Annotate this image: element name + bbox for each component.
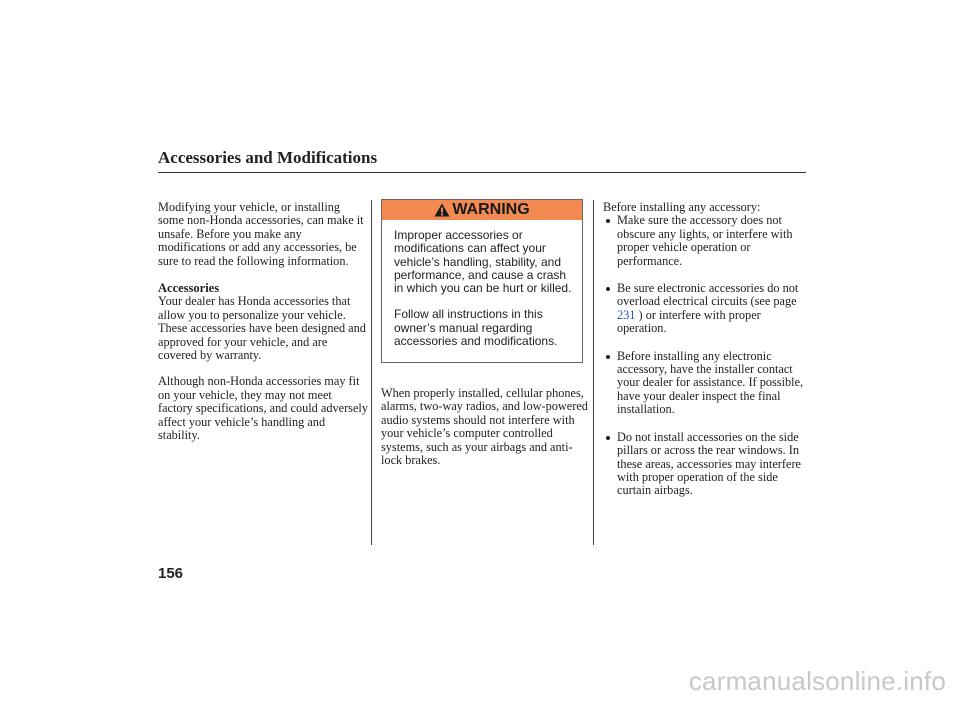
list-item: Make sure the accessory does not obscure any lights, or interfere with proper vehicle operation or performance. (603, 214, 808, 268)
title-rule (158, 172, 806, 173)
electronics-paragraph: When properly installed, cellular phones, alarms, two-way radios, and low-powered audio systems should not interfere with your vehicle’s computer controlled systems, such as your airbags and anti-lock brakes. (381, 386, 588, 468)
warning-body (382, 220, 582, 348)
dealer-accessories-paragraph: Your dealer has Honda accessories that allow you to personalize your vehicle. These accessories have been designed and approved for your vehicle, and are covered by warranty. (158, 294, 366, 363)
middle-column (381, 387, 589, 467)
installation-checklist (603, 214, 808, 497)
accessories-heading: Accessories (158, 281, 220, 296)
list-item: Before installing any electronic accessory, have the installer contact your dealer for assistance. If possible, have your dealer inspect the final installation. (603, 350, 808, 417)
intro-paragraph: Modifying your vehicle, or installing some non-Honda accessories, can make it unsafe. Before you make any modifications or add any accessories, be sure to read the following information. (158, 200, 364, 268)
warning-header (382, 200, 582, 220)
page-number: 156 (158, 565, 184, 582)
bullet-icon (606, 355, 610, 359)
warning-label: WARNING (452, 201, 530, 218)
column-divider-left (371, 200, 372, 545)
warning-text-hazard: Improper accessories or modifications can affect your vehicle’s handling, stability, and performance, and cause a crash in which you can be hurt or killed. (394, 228, 572, 296)
page-231-link[interactable]: 231 (617, 307, 636, 322)
warning-box (381, 199, 583, 363)
right-column (603, 201, 808, 512)
warning-text-instruction: Follow all instructions in this owner’s manual regarding accessories and modifications. (394, 307, 558, 349)
page-title: Accessories and Modifications (158, 148, 378, 167)
left-column (158, 201, 368, 443)
bullet-icon (606, 287, 610, 291)
list-item: Do not install accessories on the side pillars or across the rear windows. In these areas, accessories may interfere with proper operation of the side curtain airbags. (603, 431, 808, 498)
watermark: carmanualsonline.info (688, 666, 946, 696)
column-divider-right (593, 200, 594, 545)
before-installing-intro: Before installing any accessory: (603, 200, 761, 214)
bullet-icon (606, 219, 610, 223)
bullet-icon (606, 436, 610, 440)
warning-triangle-icon (434, 203, 450, 217)
list-item: Be sure electronic accessories do not overload electrical circuits (see page 231 ) or interfere with proper operation. (603, 282, 808, 336)
non-honda-accessories-paragraph: Although non-Honda accessories may fit on your vehicle, they may not meet factory specifications, and could adversely affect your vehicle’s handling and stability. (158, 374, 368, 443)
